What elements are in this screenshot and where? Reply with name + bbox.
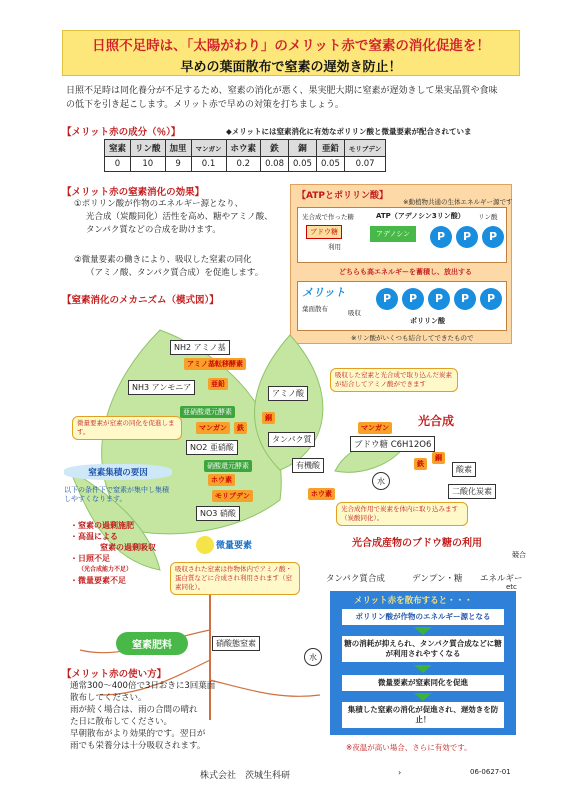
nitrate-enzyme-tag: 硝酸還元酵素 [204, 460, 252, 472]
flow-step-3: 微量要素が窒素同化を促進 [342, 675, 504, 691]
protein-box: タンパク質 [268, 432, 315, 447]
title-banner [62, 30, 520, 76]
zinc-tag: 亜鉛 [208, 378, 228, 390]
bubble-n-assim: 吸収された窒素は作物体内でアミノ酸・蛋白質などに合成され利用されます（窒素同化）。 [170, 562, 300, 595]
water-circle: 水 [372, 472, 390, 490]
poly-note: ※リン酸がいくつも結合してできたもので [351, 334, 474, 342]
molybdenum-tag: モリブデン [212, 490, 253, 502]
compete-label: 競合 [512, 551, 526, 559]
component-value: 0.05 [316, 157, 344, 172]
components-note: ◆メリットには窒素消化に有効なポリリン酸と微量要素が配合されていま [226, 127, 472, 136]
component-header: 銅 [289, 140, 317, 157]
component-header: 窒素 [105, 140, 131, 157]
phosphate-ball: P [376, 288, 398, 310]
nitrite-enzyme-tag: 亜硝酸還元酵素 [180, 406, 235, 418]
components-heading: 【メリット赤の成分（％）】 [62, 127, 181, 138]
risk-list [70, 520, 156, 586]
boron-tag: ホウ素 [208, 474, 235, 486]
bubble-trace: 微量要素が窒素の同化を促進します。 [72, 416, 182, 440]
effects-item1-line: タンパク質などの合成を助けます。 [86, 225, 221, 235]
phosphate-ball: P [482, 226, 504, 248]
photosynthesis-label: 光合成 [418, 414, 455, 428]
product-starch: デンプン・糖 [412, 574, 463, 584]
phosphate-ball: P [480, 288, 502, 310]
flow-note: ※夜温が高い場合、さらに有効です。 [346, 743, 472, 752]
no3-box: NO3 硝酸 [196, 506, 240, 521]
phosphate-ball: P [454, 288, 476, 310]
organic-acid-box: 有機酸 [292, 458, 324, 473]
amino-acid-box: アミノ酸 [268, 386, 308, 401]
copper-tag: 銅 [262, 412, 275, 424]
effects-item2-line: （アミノ酸、タンパク質合成）を促進します。 [86, 268, 264, 278]
phosphate-ball: P [402, 288, 424, 310]
copper-tag-2: 銅 [432, 452, 445, 464]
glucose-box: ブドウ糖 C6H12O6 [350, 436, 435, 452]
risk-heading: 窒素集積の要因 [64, 464, 172, 480]
title-line2: 早めの葉面散布で窒素の遅効き防止！ [180, 60, 402, 75]
product-protein: タンパク質合成 [326, 574, 385, 584]
manganese-tag: マンガン [196, 422, 230, 434]
leaf-spray-label: 葉面散布 [302, 305, 328, 313]
atp-name: ATP（アデノシン3リン酸） [376, 212, 465, 220]
company-name: 株式会社 茨城生科研 [200, 771, 291, 781]
effects-item1 [74, 198, 273, 237]
bubble-absorb: 吸収した窒素と光合成で取り込んだ炭素が結合してアミノ酸ができます [330, 368, 458, 392]
nh2-box: NH2 アミノ基 [170, 340, 230, 355]
risk-item: ・高温による [70, 532, 118, 541]
leaf-right-illustration [240, 330, 340, 480]
component-header: マンガン [191, 140, 226, 157]
flow-arrow [414, 627, 432, 635]
boron-tag-2: ホウ素 [308, 488, 335, 500]
risk-item: ・日照不足 [70, 554, 110, 563]
co2-box: 二酸化炭素 [448, 484, 496, 499]
phosphate-ball: P [430, 226, 452, 248]
flow-step-1: ポリリン酸が作物のエネルギー源となる [342, 609, 504, 625]
water-circle-2: 水 [304, 648, 322, 666]
micro-label: 微量要素 [216, 541, 253, 551]
usage-line: 雨が続く場合は、雨の合間の晴れ [70, 705, 198, 715]
merit-logo: メリット [302, 286, 346, 299]
page-marker: › [398, 768, 402, 777]
phosphate-ball: P [456, 226, 478, 248]
effects-heading: 【メリット赤の窒素消化の効果】 [62, 187, 205, 198]
risk-item: 窒素の過剰吸収 [100, 543, 156, 552]
component-value: 0.2 [226, 157, 261, 172]
oxygen-box: 酸素 [452, 462, 476, 477]
flow-panel [330, 591, 516, 735]
components-table [104, 139, 386, 172]
usage-line: 散布してください。 [70, 693, 147, 703]
effects-item1-line: 光合成（炭酸同化）活性を高め、糖やアミノ酸、 [86, 212, 273, 222]
component-value: 10 [131, 157, 166, 172]
component-value: 0.08 [261, 157, 289, 172]
iron-tag-2: 鉄 [414, 458, 427, 470]
atp-adenosine: アデノシン [370, 226, 416, 242]
component-value: 0.05 [289, 157, 317, 172]
component-header: ホウ素 [226, 140, 261, 157]
usage-line: 雨でも栄養分は十分吸収されます。 [70, 741, 206, 751]
phosphate-ball: P [428, 288, 450, 310]
component-value: 9 [165, 157, 191, 172]
flow-arrow [414, 665, 432, 673]
nitrate-n-box: 硝酸態窒素 [212, 636, 260, 651]
usage-line: 通常300～400倍で3日おきに3回葉面 [70, 681, 216, 691]
atp-heading: 【ATPとポリリン酸】 [297, 191, 389, 201]
component-header: 鉄 [261, 140, 289, 157]
risk-item: （光合成能力不足） [78, 566, 133, 573]
mechanism-heading: 【窒素消化のメカニズム（模式図）】 [62, 295, 219, 306]
iron-tag: 鉄 [234, 422, 247, 434]
atp-sugar-label: 光合成で作った糖 [302, 213, 354, 221]
risk-item: ・微量要素不足 [70, 576, 126, 585]
manganese-tag-2: マンガン [358, 422, 392, 434]
micro-dot [196, 536, 214, 554]
poly-name: ポリリン酸 [410, 317, 445, 325]
title-line1: 日照不足時は、「太陽がわり」のメリット赤で窒素の消化促進を！ [92, 38, 490, 54]
n-fertilizer-label: 窒素肥料 [116, 632, 188, 655]
component-header: 加里 [165, 140, 191, 157]
usage-line: 早朝散布がより効果的です。翌日が [70, 729, 206, 739]
flow-heading: メリット赤を散布すると・・・ [354, 596, 473, 606]
doc-code: 06-0627-01 [470, 768, 511, 776]
effects-item1-line: ①ポリリン酸が作物のエネルギー源となり、 [74, 199, 244, 209]
flow-step-4: 集積した窒素の消化が促進され、遅効きを防止！ [342, 702, 504, 728]
product-energy: エネルギー [480, 574, 523, 584]
atp-sub: ※動植物共通の生体エネルギー源です [403, 198, 513, 206]
amino-enzyme-tag: アミノ基転移酵素 [184, 358, 246, 370]
atp-phos-label: リン酸 [478, 213, 498, 221]
flow-arrow [414, 693, 432, 701]
component-value: 0.07 [344, 157, 385, 172]
atp-arrow-text: どちらも高エネルギーを蓄積し、放出する [339, 268, 472, 276]
effects-item2 [74, 254, 263, 280]
component-header: モリブデン [344, 140, 385, 157]
component-header: リン酸 [131, 140, 166, 157]
usage-text [70, 680, 215, 752]
intro-text: 日照不足時は同化養分が不足するため、窒素の消化が悪く、果実肥大期に窒素が遅効きして果実品質や食味の低下を引き起こします。メリット赤で早めの対策を打ちましょう。 [66, 86, 498, 110]
risk-sub: 以下の条件下で窒素が集中し集積しやすくなります。 [64, 486, 169, 503]
effects-item2-line: ②微量要素の働きにより、吸収した窒素の同化 [74, 255, 252, 265]
products-heading: 光合成産物のブドウ糖の利用 [352, 538, 482, 549]
risk-item: ・窒素の過剰施肥 [70, 521, 134, 530]
absorb-label: 吸収 [348, 309, 361, 317]
bubble-co2: 光合成作用で炭素を体内に取り込みます（炭酸同化）。 [336, 502, 468, 526]
usage-line: た日に散布してください。 [70, 717, 173, 727]
component-value: 0 [105, 157, 131, 172]
usage-heading: 【メリット赤の使い方】 [62, 669, 167, 680]
product-etc: etc [506, 583, 517, 591]
flow-step-2: 糖の消耗が抑えられ、タンパク質合成などに糖が利用されやすくなる [342, 636, 504, 662]
nh3-box: NH3 アンモニア [128, 380, 195, 395]
atp-diagram [297, 207, 507, 263]
risk-panel [64, 464, 172, 504]
component-value: 0.1 [191, 157, 226, 172]
atp-sugar: ブドウ糖 [306, 225, 342, 239]
component-header: 亜鉛 [316, 140, 344, 157]
no2-box: NO2 亜硝酸 [186, 440, 238, 455]
atp-use: 利用 [328, 243, 341, 251]
